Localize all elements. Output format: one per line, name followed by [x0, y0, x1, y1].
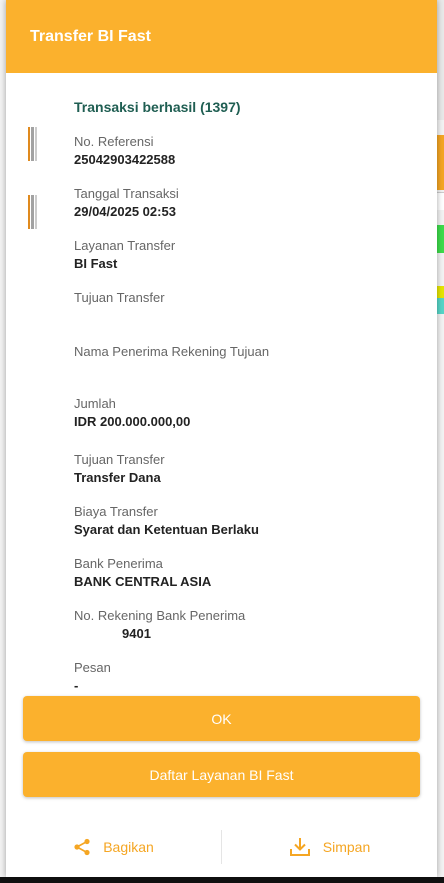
detail-label: Tujuan Transfer: [74, 452, 165, 467]
transfer-dialog: [6, 0, 437, 877]
download-icon: [289, 837, 311, 857]
detail-value: IDR 200.000.000,00: [74, 414, 191, 429]
bi-fast-list-button[interactable]: Daftar Layanan BI Fast: [23, 752, 420, 797]
share-button[interactable]: [6, 838, 221, 856]
detail-label: No. Referensi: [74, 134, 154, 149]
detail-value: 9401: [122, 626, 151, 641]
detail-value: 25042903422588: [74, 152, 176, 167]
detail-value: -: [74, 678, 79, 693]
detail-value: 29/04/2025 02:53: [74, 204, 176, 219]
detail-label: Biaya Transfer: [74, 504, 158, 519]
bottom-bar: [0, 877, 444, 883]
detail-row: [74, 659, 427, 699]
detail-label: Nama Penerima Rekening Tujuan: [74, 344, 270, 359]
dialog-title: Transfer BI Fast: [30, 27, 151, 45]
detail-row: [74, 395, 427, 451]
detail-row: [74, 607, 427, 659]
detail-row: [74, 451, 427, 503]
detail-label: Tujuan Transfer: [74, 290, 165, 305]
share-icon: [73, 838, 91, 856]
bank-logo-icon: [28, 195, 40, 229]
detail-row: [74, 185, 427, 237]
detail-row: [74, 237, 427, 289]
detail-row: [74, 503, 427, 555]
detail-row: [74, 555, 427, 607]
transaction-status: Transaksi berhasil (1397): [74, 99, 241, 115]
detail-label: Pesan: [74, 660, 111, 675]
transaction-details: [74, 99, 427, 699]
dialog-footer: [6, 828, 437, 866]
detail-label: Layanan Transfer: [74, 238, 176, 253]
detail-label: Tanggal Transaksi: [74, 186, 179, 201]
detail-label: No. Rekening Bank Penerima: [74, 608, 246, 623]
share-label: Bagikan: [103, 839, 154, 855]
ok-button[interactable]: OK: [23, 696, 420, 741]
detail-value: Syarat dan Ketentuan Berlaku: [74, 522, 259, 537]
detail-value: BI Fast: [74, 256, 118, 271]
detail-label: Jumlah: [74, 396, 116, 411]
bank-logo-icon: [28, 127, 40, 161]
detail-label: Bank Penerima: [74, 556, 163, 571]
detail-value: Transfer Dana: [74, 470, 161, 485]
detail-row: [74, 133, 427, 185]
detail-row: [74, 289, 427, 343]
detail-value: BANK CENTRAL ASIA: [74, 574, 212, 589]
dialog-header: [6, 0, 437, 73]
save-label: Simpan: [322, 839, 371, 855]
save-button[interactable]: [222, 837, 437, 857]
detail-row: [74, 343, 427, 395]
